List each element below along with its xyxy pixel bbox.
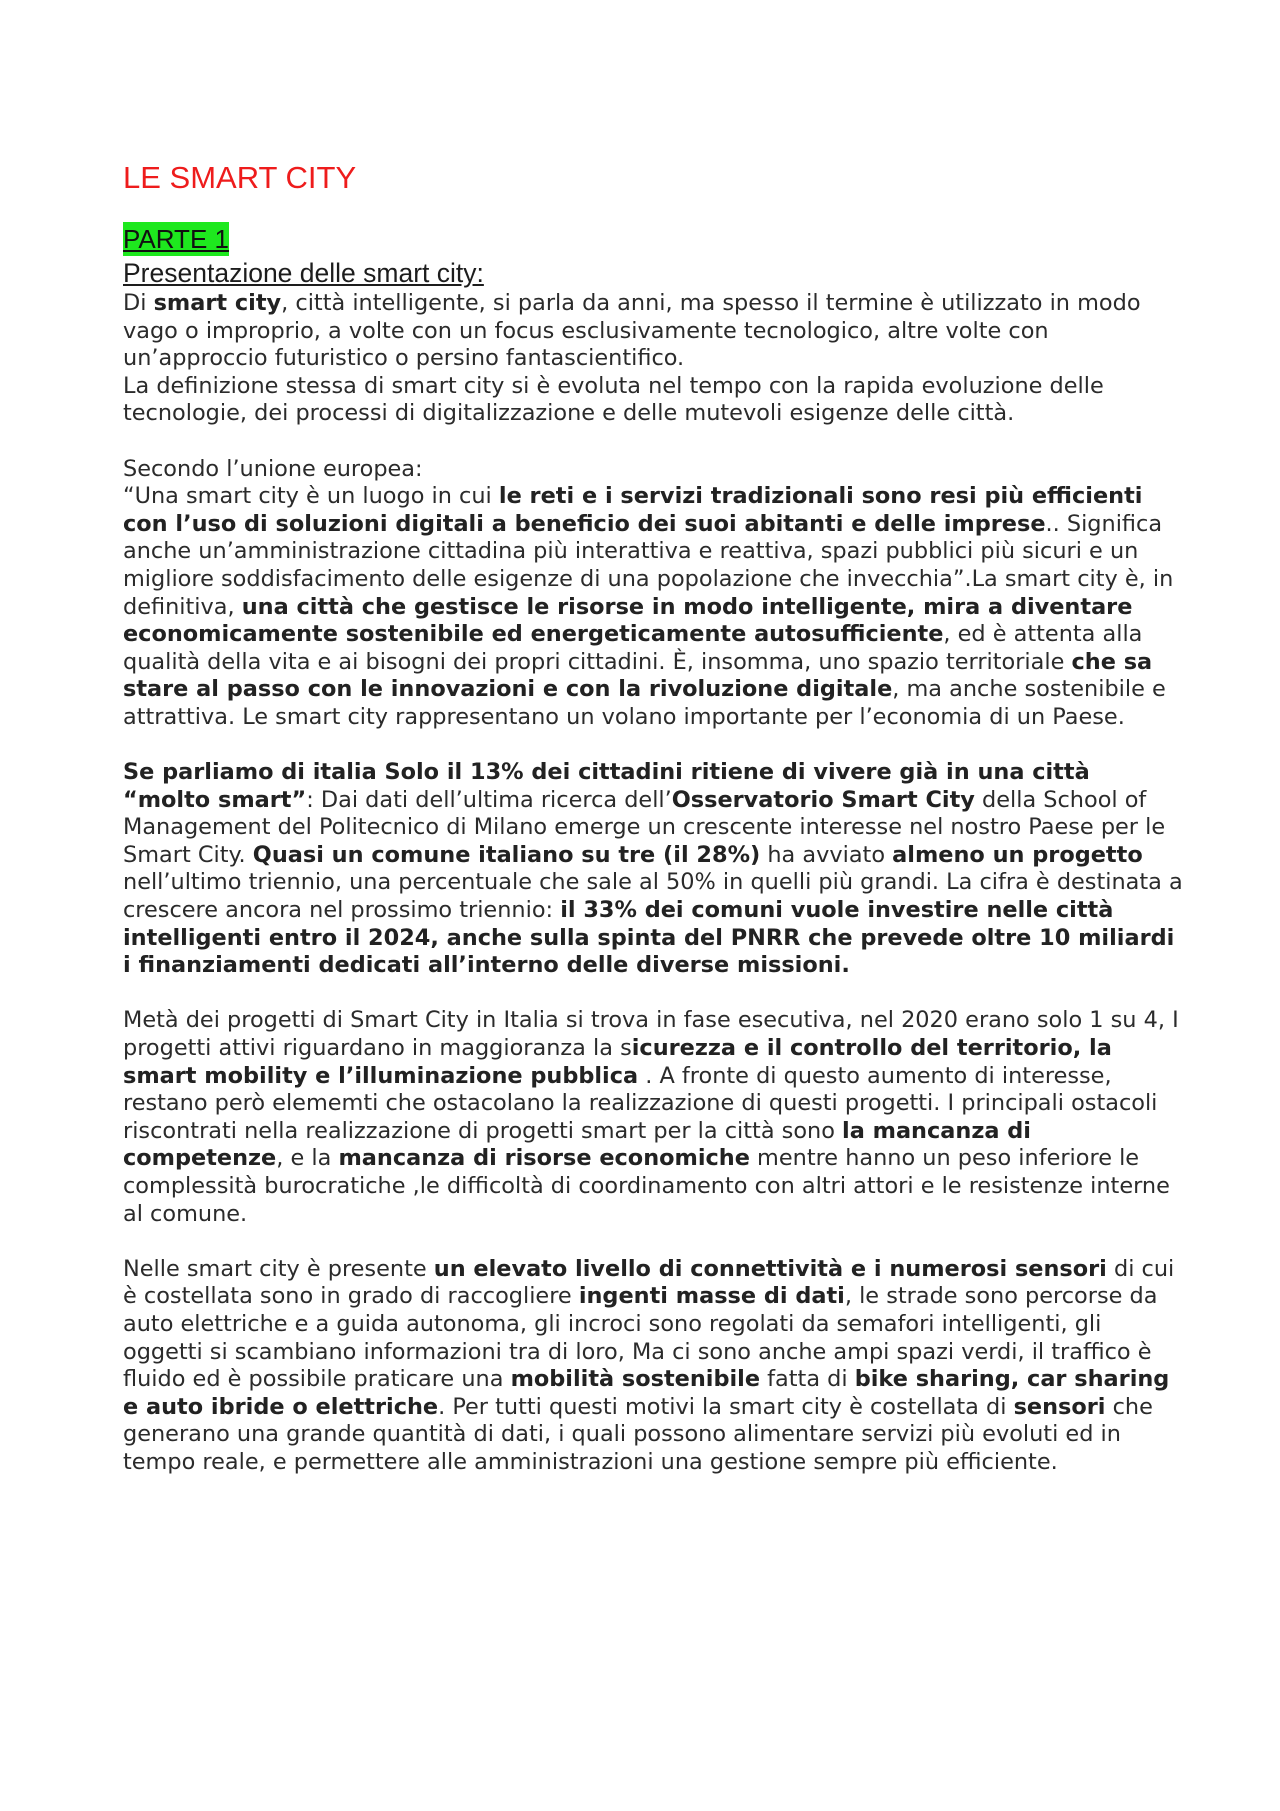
eu-quote-paragraph [123,483,1183,731]
text-run: , ed è attenta alla qualità della vita e ai bisogni dei propri cittadini. È, insomma, uno spazio territoriale [123,621,1143,675]
bold-text-run: un elevato livello di connettività e i numerosi sensori [433,1255,1107,1282]
text-run: che generano una grande quantità di dati, i quali possono alimentare servizi più evoluti ed in tempo reale, e permettere alle amministrazioni una gestione sempre più efficiente. [123,1393,1153,1475]
bold-text-run: bike sharing, car sharing e auto ibride o elettriche [123,1366,1170,1420]
text-run: Di [123,290,154,316]
bold-text-run: il 33% dei comuni vuole investire nelle città intelligenti entro il 2024, anche sulla spinta del PNRR che prevede oltre 10 miliardi i finanziamenti dedicati all’interno delle diverse missioni. [123,897,1175,979]
document-body [123,158,1183,1477]
projects-paragraph [123,1007,1183,1228]
text-run: . Per tutti questi motivi la smart city è costellata di [438,1393,1014,1420]
bold-text-run: mancanza di risorse economiche [338,1145,750,1172]
part-label-row [123,222,1183,256]
connectivity-paragraph [123,1256,1183,1477]
eu-label: Secondo l’unione europea: [123,455,423,482]
text-run: di cui è costellata sono in grado di raccogliere [123,1255,1175,1310]
bold-text-run: almeno un progetto [892,841,1143,868]
bold-text-run: icurezza e il controllo del territorio, la smart mobility e l’illuminazione pubblica [123,1035,1112,1089]
text-run: Metà dei progetti di Smart City in Italia si trova in fase esecutiva, nel 2020 erano solo 1 su 4, I progetti attivi riguardano in maggioranza la s [123,1007,1179,1062]
part-label: PARTE 1 [123,224,229,254]
text-run: , città intelligente, si parla da anni, ma spesso il termine è utilizzato in modo vago o improprio, a volte con un focus esclusivamente tecnologico, altre volte con un’approccio futuristico o persino fantascientifico. [123,290,1141,372]
text-run: La definizione stessa di smart city si è evoluta nel tempo con la rapida evoluzione delle tecnologie, dei processi di digitalizzazione e delle mutevoli esigenze delle città. [123,372,1104,427]
bold-text-run: Se parliamo di italia Solo il 13% dei cittadini ritiene di vivere già in una città “molto smart” [123,759,1090,813]
text-run: mentre hanno un peso inferiore le complessità burocratiche ,le difficoltà di coordinamento con altri attori e le resistenze interne al comune. [123,1145,1170,1227]
text-run: , e la [276,1145,339,1172]
text-run: fatta di [760,1366,855,1393]
text-run: della School of Management del Politecnico di Milano emerge un crescente interesse nel nostro Paese per le Smart City. [123,786,1166,868]
bold-text-run: ingenti masse di dati [578,1283,845,1310]
italy-paragraph [123,759,1183,980]
intro-paragraph-2 [123,373,1183,428]
text-run: : Dai dati dell’ultima ricerca dell’ [306,786,672,813]
bold-text-run: Quasi un comune italiano su tre (il 28%) [252,841,761,868]
text-run: “Una smart city è un luogo in cui [123,483,499,510]
bold-text-run: le reti e i servizi tradizionali sono resi più efficienti con l’uso di soluzioni digitali a beneficio dei suoi abitanti e delle imprese [123,483,1143,537]
text-run: , ma anche sostenibile e attrattiva. Le smart city rappresentano un volano importante per l’economia di un Paese. [123,676,1166,730]
text-run: . A fronte di questo aumento di interesse, restano però elememti che ostacolano la realizzazione di questi progetti. I principali ostacoli riscontrati nella realizzazione di progetti smart per la città sono [123,1062,1158,1144]
bold-text-run: la mancanza di competenze [123,1117,1031,1172]
text-run: Nelle smart city è presente [123,1255,434,1282]
bold-text-run: smart city [153,290,282,316]
bold-text-run: sensori [1013,1393,1106,1420]
document-title: LE SMART CITY [123,160,357,195]
text-run: .. Significa anche un’amministrazione cittadina più interattiva e reattiva, spazi pubblici più sicuri e un migliore soddisfacimento delle esigenze di una popolazione che invecchia”.La smart city è, in definitiva, [123,510,1174,620]
text-run: nell’ultimo triennio, una percentuale che sale al 50% in quelli più grandi. La cifra è destinata a crescere ancora nel prossimo triennio: [123,869,1183,924]
intro-paragraph-1 [123,290,1183,373]
text-run: , le strade sono percorse da auto elettriche e a guida autonoma, gli incroci sono regolati da semafori intelligenti, gli oggetti si scambiano informazioni tra di loro, Ma ci sono anche ampi spazi verdi, il traffico è fluido ed è possibile praticare una [123,1283,1158,1393]
section-heading: Presentazione delle smart city: [123,258,484,288]
bold-text-run: una città che gestisce le risorse in modo intelligente, mira a diventare economicamente sostenibile ed energeticamente autosufficiente [123,593,1133,648]
bold-text-run: che sa stare al passo con le innovazioni e con la rivoluzione digitale [123,648,1153,703]
bold-text-run: Osservatorio Smart City [671,786,975,813]
text-run: ha avviato [760,841,893,868]
bold-text-run: mobilità sostenibile [510,1366,761,1393]
